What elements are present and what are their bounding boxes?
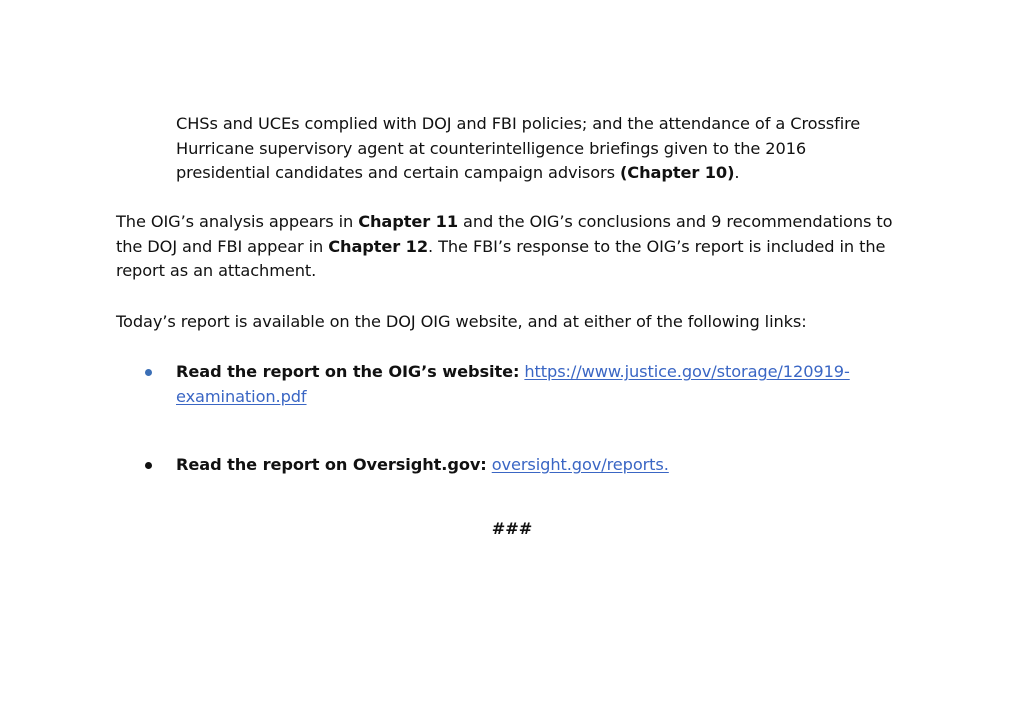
bullet-label-oversight: Read the report on Oversight.gov: [176, 455, 487, 474]
chapter10-text: CHSs and UCEs complied with DOJ and FBI policies; and the attendance of a Crossfire Hurricane supervisory agent at counterintelligence briefings given to the 2016 presidential candidates and certain campaign advisors [176, 114, 861, 182]
analysis-text-3: . The FBI’s response to the OIG’s report is included in the report as an attachment. [116, 236, 886, 280]
availability-text: Today’s report is available on the DOJ OIG website, and at either of the following links: [116, 312, 807, 331]
chapter10-end: . [734, 163, 740, 182]
analysis-text-1: The OIG’s analysis appears in [116, 212, 359, 231]
bullet-text [176, 453, 866, 478]
link-line-2[interactable]: examination.pdf [176, 386, 307, 406]
chapter12-bold-ref: Chapter 12 [328, 236, 429, 256]
chapter11-bold-ref: Chapter 11 [358, 212, 458, 231]
link-line-1[interactable]: https://www.justice.gov/storage/120919- [524, 362, 850, 381]
availability-paragraph [116, 310, 916, 335]
chapter10-bold-ref: (Chapter 10) [620, 163, 735, 182]
oversight-gov-link[interactable]: oversight.gov/reports. [491, 455, 669, 474]
bullet-label-oig: Read the report on the OIG’s website: [176, 362, 520, 381]
bullet-icon [145, 462, 152, 469]
bullet-text [176, 360, 866, 409]
analysis-paragraph [116, 210, 916, 284]
bullet-icon [145, 369, 152, 376]
end-of-release-mark: ### [491, 519, 533, 538]
analysis-text-2: and the OIG’s conclusions and 9 recommendations to the DOJ and FBI appear in [116, 212, 893, 256]
chapter10-paragraph [176, 112, 896, 186]
